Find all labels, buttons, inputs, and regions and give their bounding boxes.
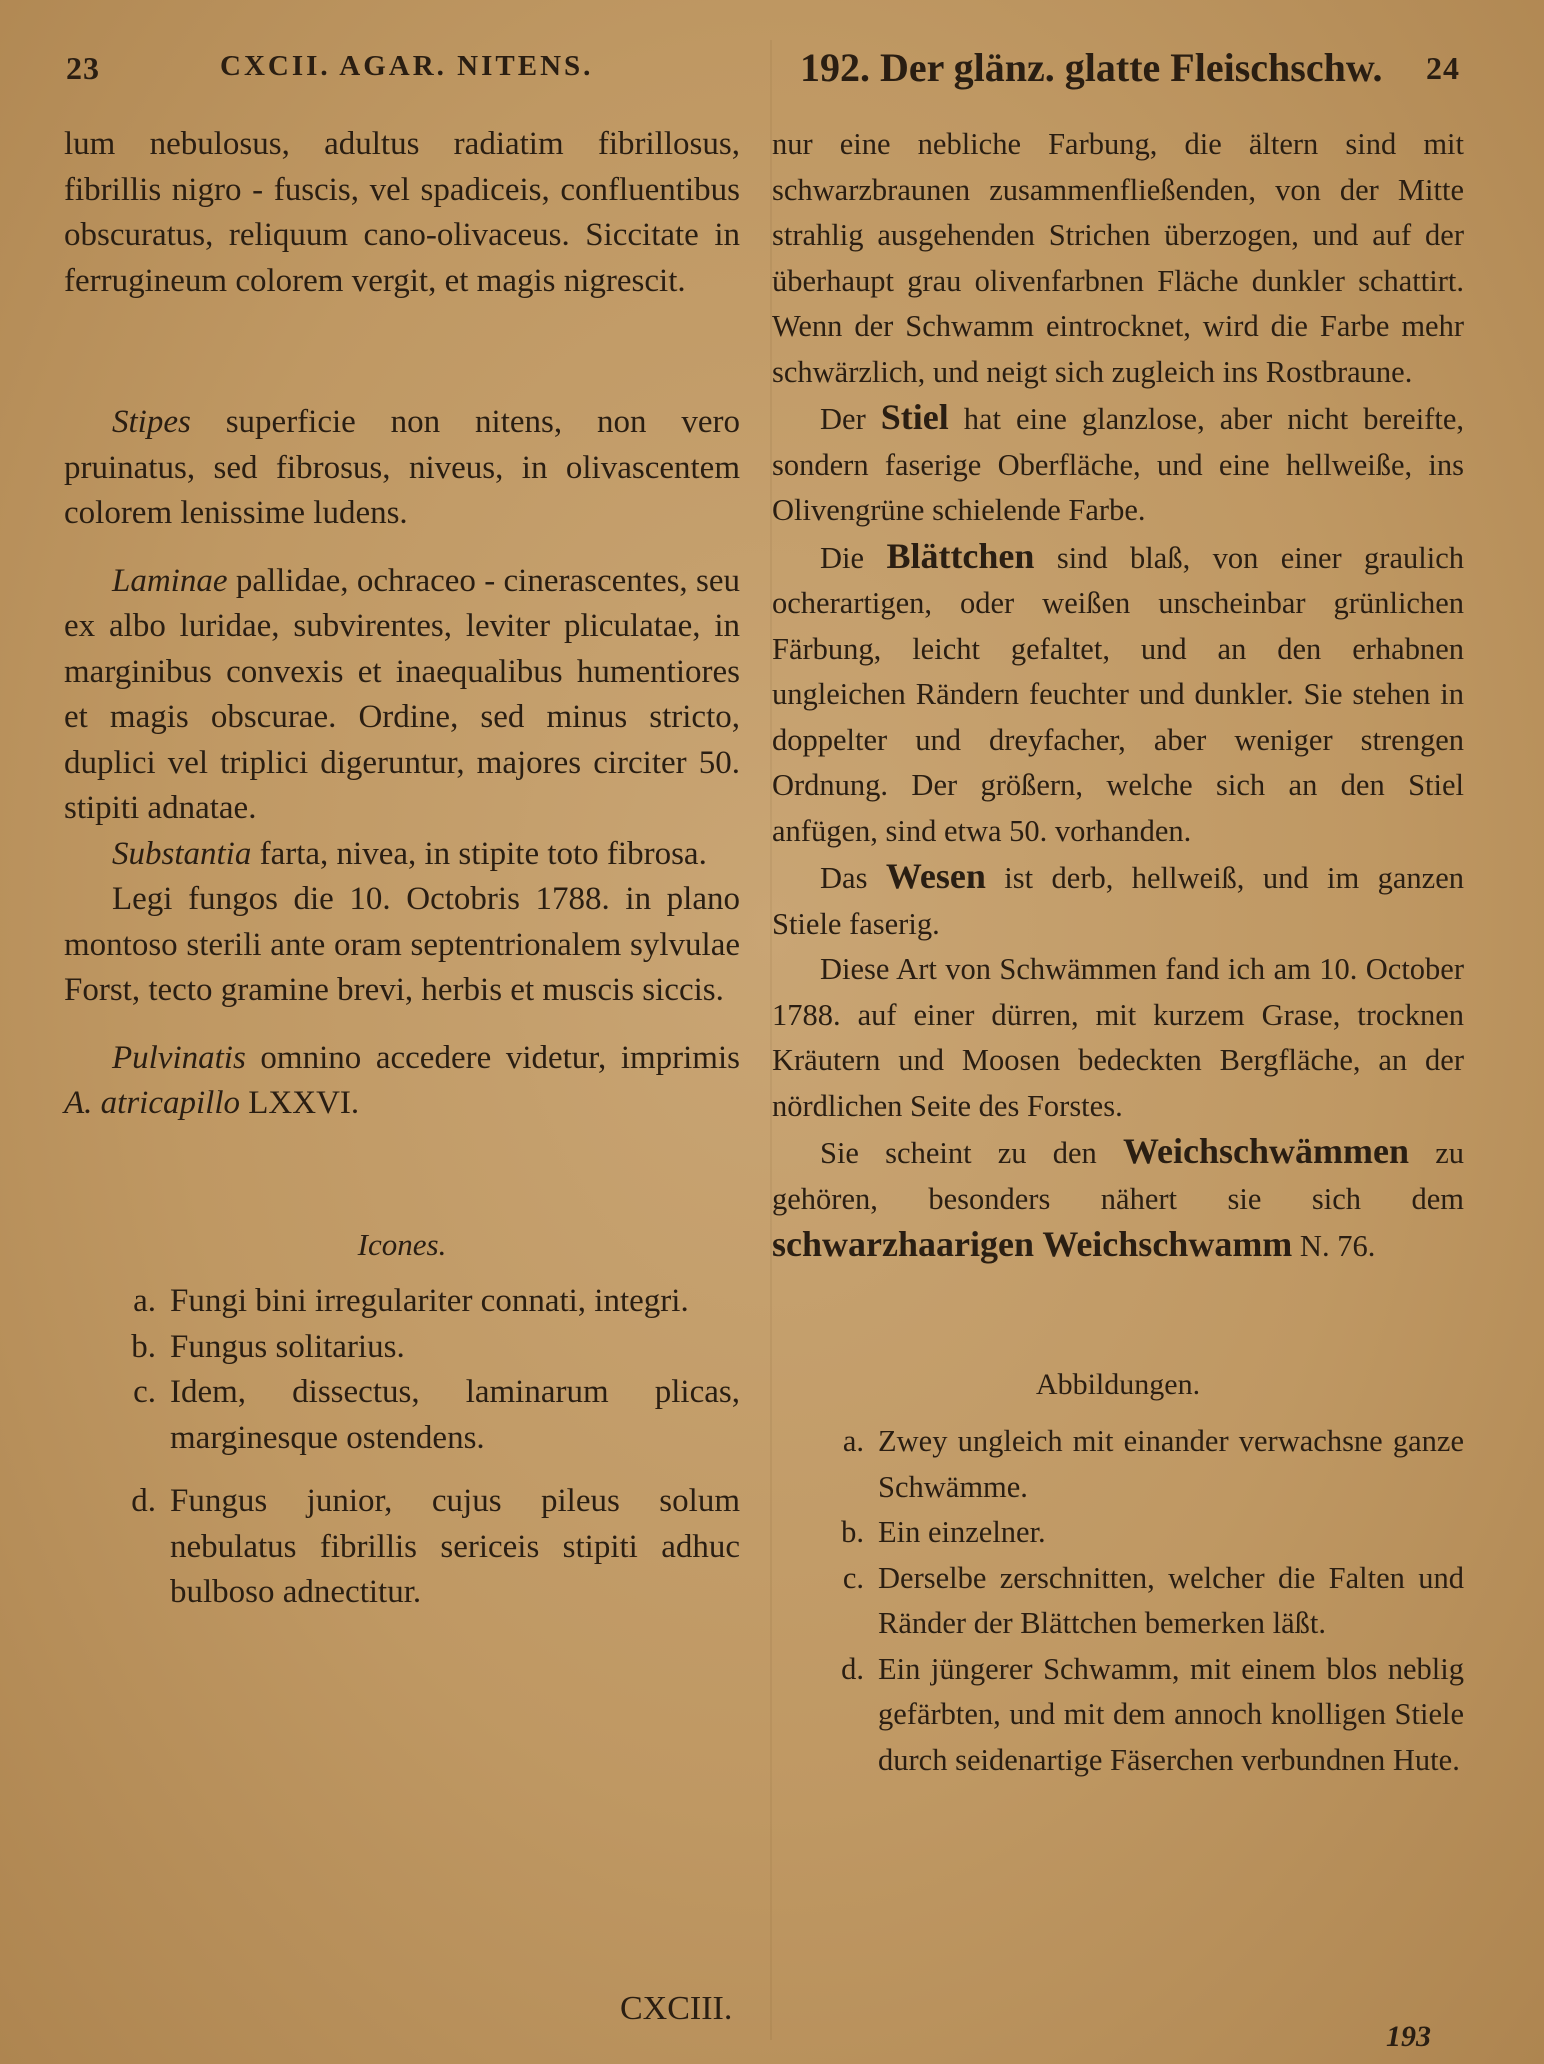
fig-text: Derselbe zerschnitten, welcher die Falten und Ränder der Blättchen bemerken läßt. — [878, 1560, 1464, 1640]
left-paragraph-pulvinatis — [64, 1036, 740, 1127]
wesen-pre: Das — [820, 861, 886, 895]
right-page-header — [800, 45, 1460, 91]
stipes-term: Stipes — [112, 404, 191, 440]
right-page-number: 24 — [1426, 50, 1460, 86]
right-paragraph-colour: nur eine nebliche Farbung, die ältern sind mit schwarzbraunen zusammenfließenden, von der Mitte strahlig ausgehenden Strichen überzogen, und auf der überhaupt grau olivenfarbnen Fläche dunkler schattirt. Wenn der Schwamm eintrocknet, wird die Farbe mehr schwärzlich, und neigt sich zugleich ins Rostbraune. — [772, 127, 1464, 389]
stiel-term: Stiel — [880, 397, 949, 437]
left-page-body — [64, 122, 740, 1616]
fig-text: Idem, dissectus, laminarum plicas, marginesque ostendens. — [170, 1374, 740, 1456]
blaettchen-term: Blättchen — [886, 535, 1035, 576]
right-figure-item — [772, 1419, 1464, 1510]
weich-mid: zu gehören, besonders nähert sie sich dem — [772, 1136, 1464, 1216]
substantia-term: Substantia — [112, 835, 252, 872]
wesen-text: ist derb, hellweiß, und im ganzen Stiele faserig. — [772, 861, 1464, 941]
left-paragraph-substantia — [64, 832, 740, 878]
right-figure-item — [772, 1556, 1464, 1647]
catchword: CXCIII. — [620, 1990, 733, 2027]
left-figure-item — [64, 1479, 740, 1616]
fig-letter: c. — [133, 1374, 156, 1410]
right-running-title: 192. Der glänz. glatte Fleischschw. — [800, 45, 1383, 90]
left-paragraph-laminae — [64, 559, 740, 832]
right-figure-item — [772, 1647, 1464, 1784]
fig-letter: b. — [841, 1515, 864, 1549]
substantia-text: farta, nivea, in stipite toto fibrosa. — [251, 835, 707, 872]
signature-mark: 193 — [1386, 2020, 1431, 2053]
weich-end: N. 76. — [1292, 1229, 1376, 1263]
laminae-text: pallidae, ochraceo - cinerascentes, seu ex albo luridae, subvirentes, leviter pliculatae, in marginibus convexis et inaequalibus humentiores et magis obscurae. Ordine, sed minus stricto, duplici vel triplici digeruntur, majores circiter 50. stipiti adnatae. — [64, 562, 740, 826]
stiel-text: hat eine glanzlose, aber nicht bereifte, sondern faserige Oberfläche, und eine hellweiße, ins Olivengrüne schielende Farbe. — [772, 402, 1464, 527]
left-running-title: CXCII. AGAR. NITENS. — [220, 50, 594, 82]
fig-text: Fungus junior, cujus pileus solum nebulatus fibrillis sericeis stipiti adhuc bulboso adnectitur. — [170, 1483, 740, 1610]
schwarzhaarigen-term: schwarzhaarigen Weichschwamm — [772, 1224, 1293, 1264]
abbildungen-heading: Abbildungen. — [1035, 1367, 1201, 1401]
pulvinatis-num: LXXVI. — [240, 1085, 360, 1121]
left-paragraph-legi: Legi fungos die 10. Octobris 1788. in plano montoso sterili ante oram septentrionalem sylvulae Forst, tecto gramine brevi, herbis et muscis siccis. — [64, 881, 740, 1008]
fig-text: Zwey ungleich mit einander verwachsne ganze Schwämme. — [878, 1424, 1464, 1504]
fig-letter: d. — [841, 1651, 864, 1686]
left-figure-item — [64, 1370, 740, 1461]
fig-text: Fungi bini irregulariter connati, integri. — [170, 1283, 689, 1319]
fig-letter: a. — [842, 1424, 864, 1458]
right-paragraph-weichschwamm — [772, 1129, 1464, 1270]
fig-text: Ein jüngerer Schwamm, mit einem blos neblig gefärbten, und mit dem annoch knolligen Stiele durch seidenartige Fäserchen verbundnen Hute. — [878, 1651, 1464, 1777]
fig-letter: c. — [842, 1560, 864, 1595]
right-figure-item — [772, 1510, 1464, 1556]
laminae-term: Laminae — [112, 562, 228, 599]
pulvinatis-ref: A. atricapillo — [64, 1085, 240, 1121]
stipes-text: superficie non nitens, non vero pruinatus, sed fibrosus, niveus, in olivascentem colorem lenissime ludens. — [64, 404, 740, 531]
left-paragraph-stipes — [64, 400, 740, 537]
wesen-term: Wesen — [885, 856, 986, 896]
pulvinatis-term: Pulvinatis — [112, 1039, 246, 1076]
left-paragraph-pileus: lum nebulosus, adultus radiatim fibrillosus, fibrillis nigro - fuscis, vel spadiceis, confluentibus obscuratus, reliquum cano-olivaceus. Siccitate in ferrugineum colorem vergit, et magis nigrescit. — [64, 126, 740, 299]
fig-text: Ein einzelner. — [878, 1515, 1046, 1549]
fig-letter: a. — [133, 1283, 156, 1319]
icones-heading: Icones. — [357, 1226, 447, 1262]
blatt-pre: Die — [820, 540, 887, 575]
weichschwaemme-term: Weichschwämmen — [1123, 1131, 1409, 1171]
blatt-text: sind blaß, von einer graulich ocherartigen, oder weißen unscheinbar grünlichen Färbung, leicht gefaltet, und an den erhabnen ungleichen Rändern feuchter und dunkler. Sie stehen in doppelter und dreyfacher, aber weniger strengen Ordnung. Der größern, welche sich an den Stiel anfügen, sind etwa 50. vorhanden. — [772, 540, 1464, 848]
left-figure-item — [64, 1325, 740, 1371]
stiel-pre: Der — [820, 402, 881, 436]
left-page-number: 23 — [66, 50, 100, 86]
pulvinatis-text: omnino accedere videtur, imprimis — [245, 1039, 740, 1076]
right-page-body — [772, 122, 1464, 1783]
right-paragraph-fund: Diese Art von Schwämmen fand ich am 10. October 1788. auf einer dürren, mit kurzem Grase, trocknen Kräutern und Moosen bedeckten Bergfläche, an der nördlichen Seite des Forstes. — [772, 952, 1464, 1123]
right-paragraph-stiel — [772, 395, 1464, 534]
left-page-header — [66, 50, 596, 87]
fig-text: Fungus solitarius. — [170, 1328, 405, 1365]
left-figure-item — [64, 1279, 740, 1325]
right-paragraph-wesen — [772, 854, 1464, 947]
fig-letter: d. — [131, 1483, 156, 1519]
weich-pre: Sie scheint zu den — [820, 1136, 1124, 1170]
right-paragraph-blaettchen — [772, 534, 1464, 855]
fig-letter: b. — [131, 1328, 156, 1365]
